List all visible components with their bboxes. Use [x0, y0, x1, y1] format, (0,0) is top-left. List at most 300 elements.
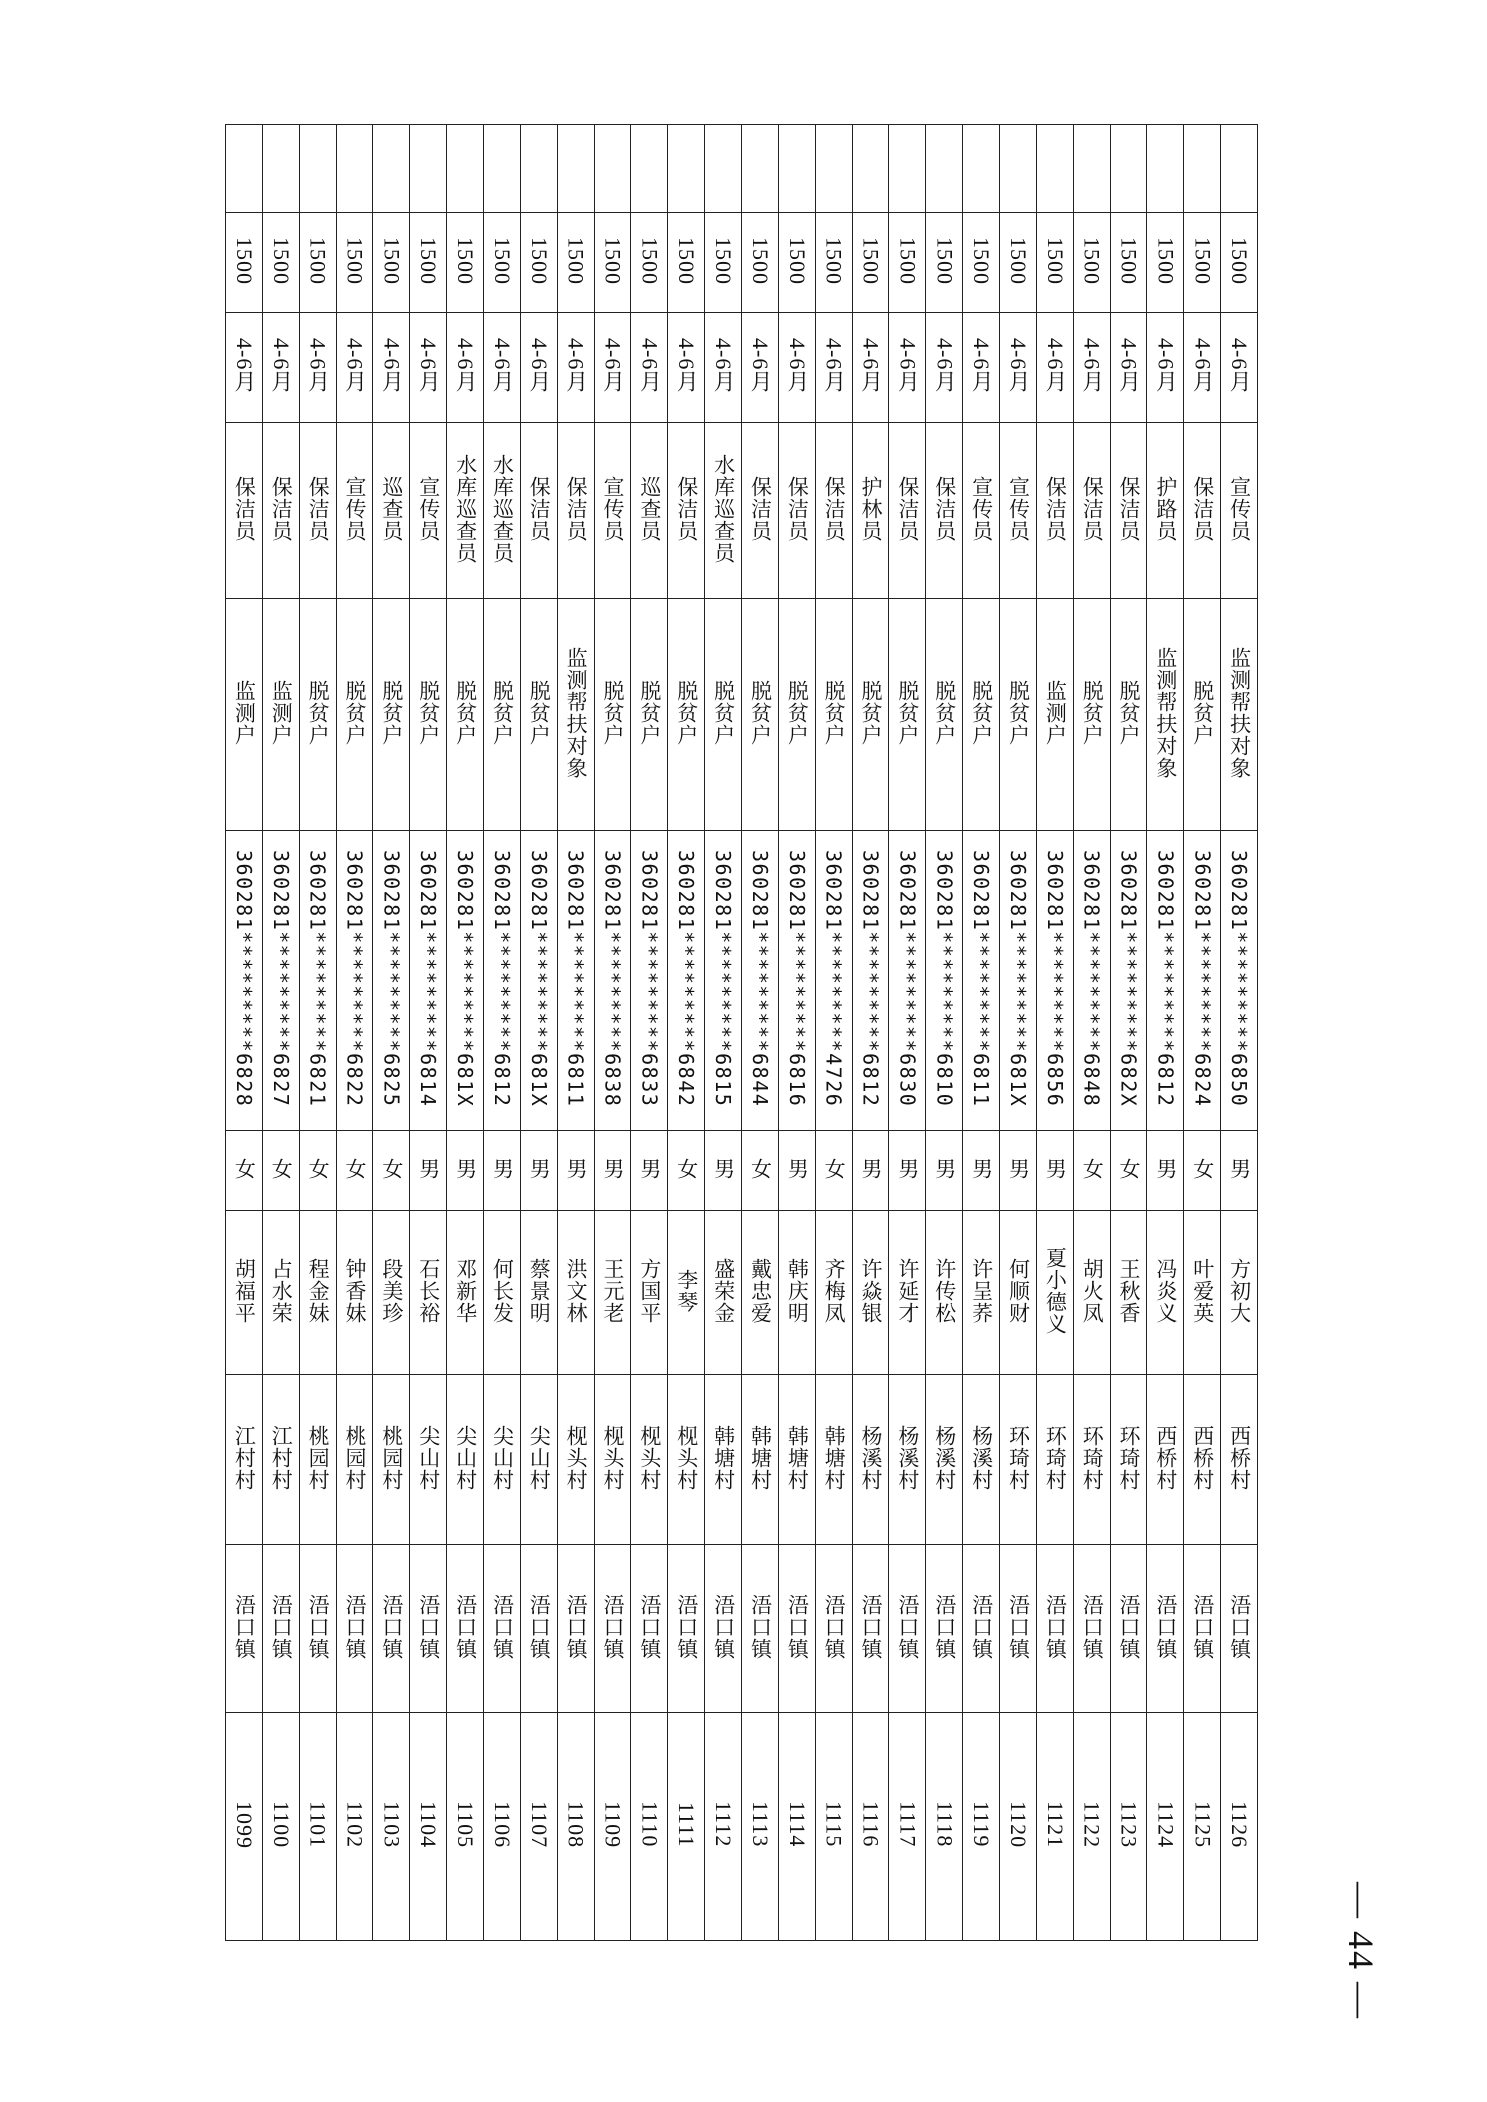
cell-period	[926, 313, 963, 423]
type-text: 脱贫户	[416, 679, 441, 746]
cell-name	[1036, 1211, 1073, 1375]
no-text: 1122	[1079, 1800, 1105, 1849]
cell-name	[262, 1211, 299, 1375]
cell-period	[778, 313, 815, 423]
cell-amount	[520, 213, 557, 313]
cell-town	[520, 1545, 557, 1713]
type-text: 监测户	[232, 679, 257, 746]
village-text: 环琦村	[1006, 1424, 1031, 1491]
type-text: 脱贫户	[859, 679, 884, 746]
cell-gender	[410, 1131, 447, 1211]
cell-no	[852, 1713, 889, 1941]
cell-name	[373, 1211, 410, 1375]
cell-period	[963, 313, 1000, 423]
position-text: 水库巡查员	[490, 453, 515, 564]
no-text: 1117	[895, 1801, 921, 1848]
cell-amount	[299, 213, 336, 313]
cell-position	[520, 423, 557, 599]
cell-amount	[262, 213, 299, 313]
position-text: 巡查员	[379, 475, 404, 542]
cell-village	[410, 1375, 447, 1545]
cell-no	[631, 1713, 668, 1941]
name-text: 邓新华	[453, 1257, 478, 1324]
cell-no	[889, 1713, 926, 1941]
cell-period	[373, 313, 410, 423]
cell-village	[262, 1375, 299, 1545]
type-text: 脱贫户	[748, 679, 773, 746]
cell-village	[336, 1375, 373, 1545]
cell-gender	[557, 1131, 594, 1211]
id-text: 360281*********682X	[1116, 849, 1141, 1108]
cell-village	[926, 1375, 963, 1545]
cell-name	[1073, 1211, 1110, 1375]
type-text: 脱贫户	[785, 679, 810, 746]
village-text: 韩塘村	[711, 1424, 736, 1491]
cell-type	[705, 599, 742, 831]
cell-amount	[1110, 213, 1147, 313]
town-text: 浯口镇	[1153, 1593, 1178, 1660]
cell-note	[594, 125, 631, 213]
cell-id	[815, 831, 852, 1131]
cell-no	[594, 1713, 631, 1941]
amount-text: 1500	[637, 236, 663, 285]
cell-name	[410, 1211, 447, 1375]
cell-period	[1221, 313, 1258, 423]
id-text: 360281*********6844	[747, 849, 772, 1108]
id-text: 360281*********6810	[932, 849, 957, 1108]
id-text: 360281*********6812	[489, 849, 514, 1108]
town-text: 浯口镇	[674, 1593, 699, 1660]
cell-amount	[373, 213, 410, 313]
cell-gender	[631, 1131, 668, 1211]
cell-village	[815, 1375, 852, 1545]
cell-town	[557, 1545, 594, 1713]
cell-period	[815, 313, 852, 423]
amount-text: 1500	[379, 236, 405, 285]
cell-gender	[1221, 1131, 1258, 1211]
cell-note	[1184, 125, 1221, 213]
cell-type	[742, 599, 779, 831]
cell-id	[889, 831, 926, 1131]
cell-period	[484, 313, 521, 423]
cell-position	[1000, 423, 1037, 599]
position-text: 保洁员	[822, 475, 847, 542]
cell-position	[1073, 423, 1110, 599]
gender-text: 男	[895, 1157, 920, 1180]
cell-amount	[668, 213, 705, 313]
cell-gender	[484, 1131, 521, 1211]
name-text: 许呈荞	[969, 1257, 994, 1324]
position-text: 护林员	[859, 475, 884, 542]
cell-position	[778, 423, 815, 599]
field-row-town	[226, 1545, 1258, 1713]
cell-gender	[778, 1131, 815, 1211]
amount-text: 1500	[453, 236, 479, 285]
town-text: 浯口镇	[232, 1593, 257, 1660]
cell-id	[705, 831, 742, 1131]
cell-id	[631, 831, 668, 1131]
period-text: 4-6月	[784, 337, 810, 394]
gender-text: 女	[343, 1157, 367, 1180]
town-text: 浯口镇	[564, 1593, 589, 1660]
gender-text: 男	[859, 1157, 884, 1180]
cell-period	[447, 313, 484, 423]
gender-text: 女	[306, 1157, 331, 1180]
town-text: 浯口镇	[379, 1593, 404, 1660]
amount-text: 1500	[784, 236, 810, 285]
cell-gender	[262, 1131, 299, 1211]
period-text: 4-6月	[674, 337, 700, 394]
cell-amount	[889, 213, 926, 313]
cell-town	[1221, 1545, 1258, 1713]
cell-town	[705, 1545, 742, 1713]
cell-village	[1184, 1375, 1221, 1545]
cell-name	[742, 1211, 779, 1375]
no-text: 1119	[969, 1801, 995, 1848]
amount-text: 1500	[268, 236, 294, 285]
period-text: 4-6月	[379, 337, 405, 394]
gender-text: 女	[1190, 1157, 1215, 1180]
cell-no	[705, 1713, 742, 1941]
cell-gender	[1036, 1131, 1073, 1211]
cell-period	[410, 313, 447, 423]
cell-note	[226, 125, 263, 213]
cell-period	[1147, 313, 1184, 423]
village-text: 杨溪村	[859, 1424, 884, 1491]
cell-id	[926, 831, 963, 1131]
name-text: 洪文林	[564, 1257, 589, 1324]
type-text: 脱贫户	[343, 679, 367, 746]
amount-text: 1500	[858, 236, 884, 285]
period-text: 4-6月	[268, 337, 294, 394]
cell-name	[226, 1211, 263, 1375]
cell-village	[1036, 1375, 1073, 1545]
cell-type	[447, 599, 484, 831]
cell-no	[1000, 1713, 1037, 1941]
cell-no	[1147, 1713, 1184, 1941]
period-text: 4-6月	[453, 337, 479, 394]
type-text: 监测户	[1043, 679, 1068, 746]
cell-note	[484, 125, 521, 213]
village-text: 西桥村	[1227, 1424, 1252, 1491]
cell-position	[631, 423, 668, 599]
type-text: 脱贫户	[601, 679, 626, 746]
amount-text: 1500	[1153, 236, 1179, 285]
position-text: 保洁员	[1190, 475, 1215, 542]
field-row-type	[226, 599, 1258, 831]
id-text: 360281*********4726	[821, 849, 846, 1108]
gender-text: 男	[969, 1157, 994, 1180]
cell-type	[1073, 599, 1110, 831]
cell-position	[373, 423, 410, 599]
name-text: 齐梅凤	[822, 1257, 847, 1324]
cell-no	[336, 1713, 373, 1941]
cell-period	[889, 313, 926, 423]
village-text: 韩塘村	[785, 1424, 810, 1491]
village-text: 西桥村	[1190, 1424, 1215, 1491]
cell-amount	[1184, 213, 1221, 313]
cell-name	[1147, 1211, 1184, 1375]
cell-type	[336, 599, 373, 831]
cell-position	[336, 423, 373, 599]
cell-gender	[299, 1131, 336, 1211]
cell-id	[484, 831, 521, 1131]
cell-period	[705, 313, 742, 423]
field-row-id	[226, 831, 1258, 1131]
cell-note	[336, 125, 373, 213]
cell-id	[336, 831, 373, 1131]
no-text: 1116	[858, 1801, 884, 1848]
field-row-name	[226, 1211, 1258, 1375]
cell-note	[705, 125, 742, 213]
no-text: 1118	[932, 1801, 958, 1848]
no-text: 1125	[1190, 1800, 1216, 1849]
roster-table	[225, 124, 1258, 1941]
period-text: 4-6月	[563, 337, 589, 394]
id-text: 360281*********6825	[379, 849, 404, 1108]
no-text: 1105	[453, 1800, 479, 1849]
cell-type	[373, 599, 410, 831]
cell-town	[1184, 1545, 1221, 1713]
gender-text: 男	[1006, 1157, 1031, 1180]
cell-id	[1000, 831, 1037, 1131]
position-text: 宣传员	[343, 475, 367, 542]
cell-id	[594, 831, 631, 1131]
cell-amount	[852, 213, 889, 313]
cell-amount	[1221, 213, 1258, 313]
period-text: 4-6月	[1042, 337, 1068, 394]
cell-id	[668, 831, 705, 1131]
gender-text: 女	[674, 1157, 699, 1180]
period-text: 4-6月	[305, 337, 331, 394]
cell-town	[963, 1545, 1000, 1713]
cell-position	[926, 423, 963, 599]
cell-village	[889, 1375, 926, 1545]
cell-name	[1110, 1211, 1147, 1375]
id-text: 360281*********6828	[231, 849, 256, 1108]
period-text: 4-6月	[489, 337, 515, 394]
period-text: 4-6月	[416, 337, 442, 394]
period-text: 4-6月	[342, 337, 368, 394]
cell-village	[778, 1375, 815, 1545]
name-text: 戴忠爱	[748, 1257, 773, 1324]
position-text: 保洁员	[895, 475, 920, 542]
village-text: 江村村	[269, 1424, 294, 1491]
gender-text: 男	[711, 1157, 736, 1180]
cell-name	[557, 1211, 594, 1375]
village-text: 枧头村	[564, 1424, 589, 1491]
cell-town	[484, 1545, 521, 1713]
town-text: 浯口镇	[1117, 1593, 1142, 1660]
cell-town	[373, 1545, 410, 1713]
cell-note	[373, 125, 410, 213]
id-text: 360281*********6812	[858, 849, 883, 1108]
cell-note	[1000, 125, 1037, 213]
cell-gender	[594, 1131, 631, 1211]
cell-period	[668, 313, 705, 423]
position-text: 水库巡查员	[711, 453, 736, 564]
id-text: 360281*********6827	[268, 849, 293, 1108]
type-text: 脱贫户	[527, 679, 552, 746]
cell-id	[262, 831, 299, 1131]
amount-text: 1500	[932, 236, 958, 285]
cell-name	[631, 1211, 668, 1375]
cell-name	[520, 1211, 557, 1375]
no-text: 1115	[821, 1801, 847, 1848]
name-text: 何长发	[490, 1257, 515, 1324]
cell-period	[557, 313, 594, 423]
id-text: 360281*********6811	[563, 849, 588, 1108]
cell-gender	[742, 1131, 779, 1211]
cell-town	[815, 1545, 852, 1713]
cell-town	[336, 1545, 373, 1713]
cell-gender	[336, 1131, 373, 1211]
gender-text: 男	[1227, 1157, 1252, 1180]
cell-town	[1147, 1545, 1184, 1713]
cell-no	[1221, 1713, 1258, 1941]
cell-type	[631, 599, 668, 831]
no-text: 1109	[600, 1800, 626, 1849]
type-text: 脱贫户	[674, 679, 699, 746]
name-text: 石长裕	[416, 1257, 441, 1324]
cell-type	[1184, 599, 1221, 831]
position-text: 保洁员	[674, 475, 699, 542]
cell-gender	[852, 1131, 889, 1211]
position-text: 保洁员	[785, 475, 810, 542]
page-number: — 44 —	[1341, 1882, 1381, 2020]
name-text: 胡火凤	[1080, 1257, 1105, 1324]
no-text: 1099	[231, 1800, 257, 1849]
cell-position	[1110, 423, 1147, 599]
cell-town	[262, 1545, 299, 1713]
type-text: 脱贫户	[711, 679, 736, 746]
cell-id	[373, 831, 410, 1131]
cell-village	[631, 1375, 668, 1545]
cell-id	[1110, 831, 1147, 1131]
cell-name	[594, 1211, 631, 1375]
cell-type	[963, 599, 1000, 831]
cell-no	[226, 1713, 263, 1941]
amount-text: 1500	[342, 236, 368, 285]
town-text: 浯口镇	[1006, 1593, 1031, 1660]
cell-no	[1073, 1713, 1110, 1941]
cell-position	[815, 423, 852, 599]
cell-period	[742, 313, 779, 423]
village-text: 桃园村	[379, 1424, 404, 1491]
village-text: 韩塘村	[822, 1424, 847, 1491]
cell-gender	[926, 1131, 963, 1211]
name-text: 方初大	[1227, 1257, 1252, 1324]
position-text: 宣传员	[1227, 475, 1252, 542]
cell-note	[815, 125, 852, 213]
cell-note	[631, 125, 668, 213]
cell-type	[1221, 599, 1258, 831]
cell-name	[926, 1211, 963, 1375]
cell-id	[447, 831, 484, 1131]
no-text: 1121	[1042, 1800, 1068, 1849]
cell-gender	[963, 1131, 1000, 1211]
cell-type	[778, 599, 815, 831]
cell-gender	[226, 1131, 263, 1211]
cell-no	[484, 1713, 521, 1941]
position-text: 宣传员	[601, 475, 626, 542]
cell-id	[742, 831, 779, 1131]
cell-type	[557, 599, 594, 831]
cell-type	[1000, 599, 1037, 831]
no-text: 1120	[1005, 1800, 1031, 1849]
town-text: 浯口镇	[785, 1593, 810, 1660]
name-text: 段美珍	[379, 1257, 404, 1324]
gender-text: 女	[748, 1157, 773, 1180]
gender-text: 女	[1117, 1157, 1142, 1180]
type-text: 脱贫户	[895, 679, 920, 746]
gender-text: 男	[416, 1157, 441, 1180]
cell-village	[742, 1375, 779, 1545]
position-text: 保洁员	[932, 475, 957, 542]
gender-text: 男	[1153, 1157, 1178, 1180]
cell-name	[1184, 1211, 1221, 1375]
gender-text: 女	[232, 1157, 257, 1180]
cell-gender	[889, 1131, 926, 1211]
cell-village	[447, 1375, 484, 1545]
cell-period	[1184, 313, 1221, 423]
village-text: 杨溪村	[895, 1424, 920, 1491]
cell-village	[852, 1375, 889, 1545]
village-text: 杨溪村	[969, 1424, 994, 1491]
cell-town	[299, 1545, 336, 1713]
cell-town	[742, 1545, 779, 1713]
period-text: 4-6月	[932, 337, 958, 394]
no-text: 1112	[711, 1801, 737, 1848]
no-text: 1103	[379, 1800, 405, 1849]
no-text: 1126	[1227, 1800, 1253, 1849]
town-text: 浯口镇	[748, 1593, 773, 1660]
type-text: 脱贫户	[1117, 679, 1142, 746]
village-text: 枧头村	[674, 1424, 699, 1491]
id-text: 360281*********6833	[637, 849, 662, 1108]
type-text: 监测帮扶对象	[1227, 646, 1252, 779]
field-row-village	[226, 1375, 1258, 1545]
position-text: 巡查员	[637, 475, 662, 542]
cell-id	[1073, 831, 1110, 1131]
cell-amount	[705, 213, 742, 313]
town-text: 浯口镇	[527, 1593, 552, 1660]
cell-period	[1073, 313, 1110, 423]
cell-note	[557, 125, 594, 213]
town-text: 浯口镇	[895, 1593, 920, 1660]
period-text: 4-6月	[747, 337, 773, 394]
cell-id	[778, 831, 815, 1131]
cell-position	[262, 423, 299, 599]
cell-type	[668, 599, 705, 831]
cell-amount	[926, 213, 963, 313]
cell-note	[410, 125, 447, 213]
cell-note	[299, 125, 336, 213]
name-text: 叶爱英	[1190, 1257, 1215, 1324]
period-text: 4-6月	[858, 337, 884, 394]
cell-type	[1147, 599, 1184, 831]
cell-no	[447, 1713, 484, 1941]
cell-type	[594, 599, 631, 831]
type-text: 监测帮扶对象	[1153, 646, 1178, 779]
cell-village	[299, 1375, 336, 1545]
cell-no	[299, 1713, 336, 1941]
name-text: 胡福平	[232, 1257, 257, 1324]
type-text: 脱贫户	[637, 679, 662, 746]
town-text: 浯口镇	[932, 1593, 957, 1660]
field-row-position	[226, 423, 1258, 599]
id-text: 360281*********681X	[1005, 849, 1030, 1108]
